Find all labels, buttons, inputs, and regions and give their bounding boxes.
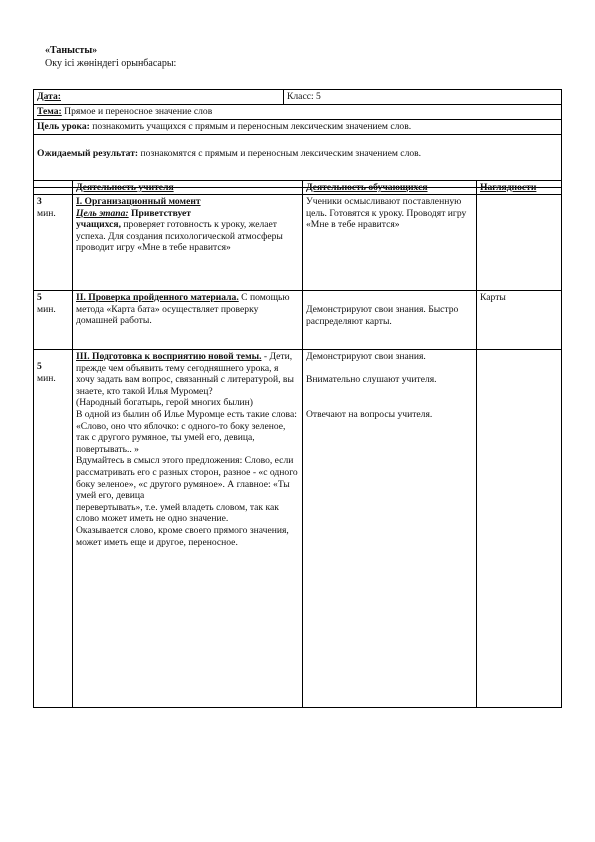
date-label: Дата: (37, 91, 61, 102)
students-text: Ученики осмысливают поставленную цель. Готовятся к уроку. Проводят игру «Мне в тебе нравится» (306, 196, 467, 231)
students-cell (303, 291, 477, 350)
visuals-cell (477, 291, 562, 350)
stage-explanation-cont: перевертывать», т.е. умей владеть словом, так как слово может иметь не одно значение. (76, 501, 279, 525)
class-label: Класс: (287, 91, 314, 102)
time-unit: мин. (37, 303, 56, 315)
teacher-cell (73, 291, 303, 350)
lesson-info-table (33, 89, 562, 188)
time-number: 3 (37, 196, 42, 207)
goal-row (34, 120, 562, 135)
stage-text: проверяет готовность к уроку, желает успеха. Для создания психологической атмосферы проводит игру «Мне в тебе нравится» (76, 219, 283, 254)
stage-conclusion: Оказывается слово, кроме своего прямого значения, может иметь еще и другое, переносное. (76, 524, 289, 548)
time-cell (34, 350, 73, 708)
class-cell (284, 90, 562, 105)
time-cell (34, 195, 73, 291)
result-value: познакомятся с прямым и переносным лексическим значением слов. (140, 148, 422, 159)
goal-value: познакомить учащихся с прямым и переносным лексическим значением слов. (92, 121, 412, 132)
visuals-text: Карты (480, 292, 506, 303)
students-header: Деятельность обучающихся (303, 181, 477, 195)
topic-label: Тема: (37, 106, 62, 117)
students-text-1: Демонстрируют свои знания. (306, 351, 426, 362)
date-cell (34, 90, 284, 105)
stage-text: С помощью метода «Карта бата» осуществляет проверку домашней работы. (76, 292, 290, 327)
time-number: 5 (37, 361, 42, 372)
result-label: Ожидаемый результат: (37, 148, 139, 159)
stage-title: III. Подготовка к восприятию новой темы. (76, 351, 262, 362)
stage-explanation: Вдумайтесь в смысл этого предложения: Слово, если рассматривать его с разных сторон, разное - «с одного боку зеленое», «с другого румяное». А главное: «Ты умей его, девица (76, 455, 298, 502)
table-row (34, 291, 562, 350)
students-cell (303, 195, 477, 291)
topic-row (34, 105, 562, 120)
stage-title: I. Организационный момент (76, 196, 201, 207)
time-unit: мин. (37, 207, 56, 219)
stage-intro: - Дети, прежде чем объявить тему сегодняшнего урока, я хочу задать вам вопрос, связанный с литературой, вы знаете, кто такой Илья Муромец? (76, 351, 294, 397)
visuals-header: Наглядности (477, 181, 562, 195)
stage-text-bold: учащихся, (76, 219, 121, 231)
students-text: Демонстрируют свои знания. Быстро распределяют карты. (306, 304, 459, 327)
approval-deputy: Оку ісі жөніндегі орынбасары: (45, 58, 177, 69)
visuals-cell (477, 195, 562, 291)
date-row (34, 90, 562, 105)
stage-answer: (Народный богатырь, герой многих былин) (76, 397, 253, 409)
goal-label: Цель урока: (37, 121, 90, 132)
stage-quote: В одной из былин об Илье Муромце есть такие слова: «Слово, оно что яблочко: с одного-то боку зеленое, так с другого румяное, ты умей его, девица, повертывать.. » (76, 408, 297, 455)
teacher-header: Деятельность учителя (73, 181, 303, 195)
visuals-cell (477, 350, 562, 708)
teacher-cell (73, 350, 303, 708)
table-row (34, 350, 562, 708)
stage-goal-label: Цель этапа: (76, 207, 129, 219)
students-text-3: Отвечают на вопросы учителя. (306, 409, 433, 421)
lesson-plan-table (33, 180, 562, 708)
time-header (34, 181, 73, 195)
time-cell (34, 291, 73, 350)
topic-cell (34, 105, 562, 120)
stage-title: II. Проверка пройденного материала. (76, 292, 239, 303)
topic-value: Прямое и переносное значение слов (64, 106, 213, 117)
header-row (34, 181, 562, 195)
time-unit: мин. (37, 372, 56, 384)
approval-title: «Танысты» (45, 45, 98, 56)
class-value: 5 (316, 91, 321, 102)
teacher-cell (73, 195, 303, 291)
stage-goal-text: Приветствует (131, 207, 191, 219)
students-text-2: Внимательно слушают учителя. (306, 373, 437, 385)
time-number: 5 (37, 292, 42, 303)
students-cell (303, 350, 477, 708)
table-row (34, 195, 562, 291)
goal-cell (34, 120, 562, 135)
